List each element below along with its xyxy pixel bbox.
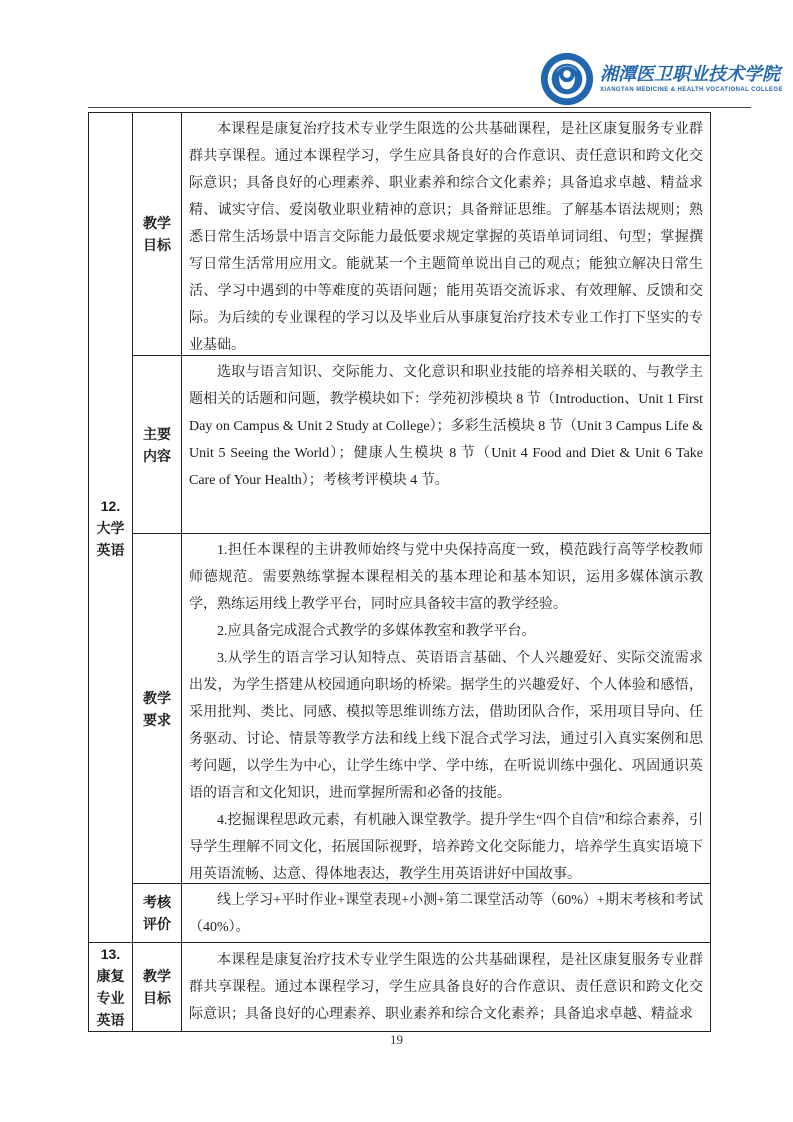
course-12-name-cell	[89, 113, 133, 943]
teaching-goal-content-cell	[182, 943, 711, 1032]
paragraph: 3.从学生的语言学习认知特点、英语语言基础、个人兴趣爱好、实际交流需求出发，为学生搭建从校园通向职场的桥梁。据学生的兴趣爱好、个人体验和感悟，采用批判、类比、同感、模拟等思维训练方法，借助团队合作，采用项目导向、任务驱动、讨论、情景等教学方法和线上线下混合式学习法，通过引入真实案例和思考问题，以学生为中心，让学生练中学、学中练，在听说训练中强化、巩固通识英语的语言和文化知识，进而掌握所需和必备的技能。	[189, 651, 703, 801]
row-label-teaching-goal: 教学 目标	[133, 943, 182, 1032]
course-number: 13.	[100, 946, 121, 962]
row-label-teaching-requirements: 教学 要求	[133, 534, 182, 884]
row-label-teaching-goal: 教学 目标	[133, 113, 182, 356]
college-name-chinese: 湘潭医卫职业技术学院	[600, 64, 780, 85]
paragraph: 选取与语言知识、交际能力、文化意识和职业技能的培养相关联的、与教学主题相关的话题和问题，教学模块如下：学苑初涉模块 8 节（Introduction、Unit 1 First Day on Campus & Unit 2 Study at College）；多彩生活模块 8 节（Unit 3 Campus Life & Unit 5 Seeing the World）；健康人生模块 8 节（Unit 4 Food and Diet & Unit 6 Take Care of Your Health）；考核考评模块 4 节。	[189, 365, 703, 488]
course-name-line: 康复	[96, 968, 125, 984]
course-name-line: 英语	[96, 1012, 125, 1028]
course-number: 12.	[100, 497, 121, 514]
page-number: 19	[390, 1032, 403, 1047]
paragraph: 本课程是康复治疗技术专业学生限选的公共基础课程，是社区康复服务专业群群共享课程。通过本课程学习，学生应具备良好的合作意识、责任意识和跨文化交际意识；具备良好的心理素养、职业素养和综合文化素养；具备追求卓越、精益求	[189, 953, 703, 1022]
paragraph: 1.担任本课程的主讲教师始终与党中央保持高度一致，模范践行高等学校教师师德规范。需要熟练掌握本课程相关的基本理论和基本知识，运用多媒体演示教学，熟练运用线上教学平台，同时应具备较丰富的教学经验。	[189, 543, 703, 612]
college-logo-icon	[540, 52, 594, 106]
header-divider-line	[88, 107, 751, 108]
course-name-line: 英语	[96, 541, 125, 558]
paragraph: 线上学习+平时作业+课堂表现+小测+第二课堂活动等（60%）+期末考核和考试（40%）。	[189, 893, 703, 935]
course-name-line: 专业	[96, 990, 125, 1006]
row-label-assessment: 考核 评价	[133, 884, 182, 943]
main-content-cell	[182, 356, 711, 534]
course-name-line: 大学	[96, 519, 125, 536]
teaching-requirements-content-cell	[182, 534, 711, 884]
course-description-table	[88, 112, 711, 1032]
college-name-block	[600, 64, 783, 94]
paragraph: 本课程是康复治疗技术专业学生限选的公共基础课程，是社区康复服务专业群群共享课程。通过本课程学习，学生应具备良好的合作意识、责任意识和跨文化交际意识；具备良好的心理素养、职业素养和综合文化素养；具备追求卓越、精益求精、诚实守信、爱岗敬业职业精神的意识；具备辩证思维。了解基本语法规则；熟悉日常生活场景中语言交际能力最低要求规定掌握的英语单词词组、句型；掌握撰写日常生活常用应用文。能就某一个主题简单说出自己的观点；能独立解决日常生活、学习中遇到的中等难度的英语问题；能用英语交流诉求、有效理解、反馈和交际。为后续的专业课程的学习以及毕业后从事康复治疗技术专业工作打下坚实的专业基础。	[189, 122, 703, 353]
paragraph: 2.应具备完成混合式教学的多媒体教室和教学平台。	[217, 624, 536, 639]
assessment-content-cell	[182, 884, 711, 943]
college-header	[540, 52, 783, 106]
course-13-name-cell	[89, 943, 133, 1032]
teaching-goal-content-cell	[182, 113, 711, 356]
college-name-english: XIANGTAN MEDICINE & HEALTH VOCATIONAL COLLEGE	[600, 87, 783, 93]
row-label-main-content: 主要 内容	[133, 356, 182, 534]
paragraph: 4.挖掘课程思政元素，有机融入课堂教学。提升学生“四个自信”和综合素养，引导学生理解不同文化，拓展国际视野，培养跨文化交际能力，培养学生真实语境下用英语流畅、达意、得体地表达，教学生用英语讲好中国故事。	[189, 813, 703, 882]
